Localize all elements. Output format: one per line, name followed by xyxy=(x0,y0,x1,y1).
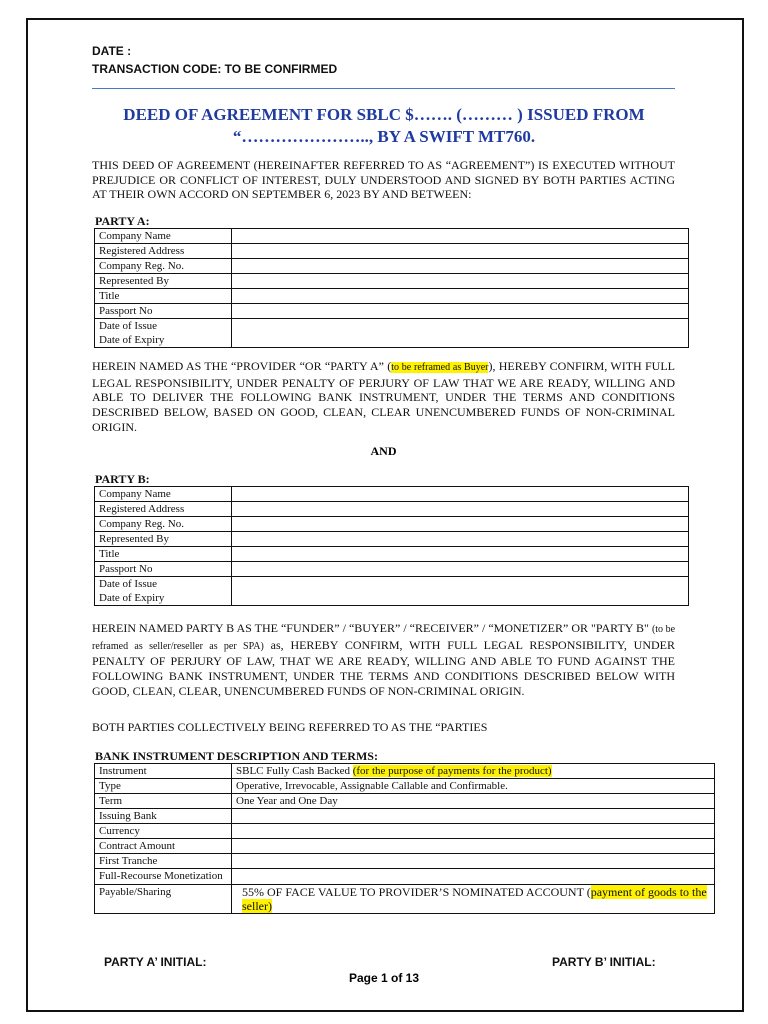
row-value xyxy=(232,289,689,304)
row-value xyxy=(232,764,715,779)
table-row xyxy=(95,839,715,854)
row-key: Represented By xyxy=(95,274,232,289)
row-key: Registered Address xyxy=(95,244,232,259)
party-b-label: PARTY B: xyxy=(95,472,150,486)
party-b-table xyxy=(94,486,689,606)
para-text: as, HEREBY CONFIRM, WITH FULL LEGAL RESPONSIBILITY, UNDER PENALTY OF PERJURY OF LAW, THAT WE ARE READY, WILLING AND ABLE TO FUND AGAINST THE FOLLOWING BANK INSTRUMENT, UNDER THE TERMS AND CONDITIONS DESCRIBED BELOW WITH GOOD, CLEAN, CLEAR, UNENCUMBERED FUNDS OF NON-CRIMINAL ORIGIN. xyxy=(92,637,675,698)
row-value xyxy=(232,577,689,606)
table-row xyxy=(95,562,689,577)
row-key: Passport No xyxy=(95,562,232,577)
party-b-paragraph xyxy=(92,621,675,699)
document-title xyxy=(92,104,676,148)
row-value xyxy=(232,229,689,244)
row-value: Operative, Irrevocable, Assignable Callable and Confirmable. xyxy=(232,779,715,794)
highlight-note: (for the purpose of payments for the product) xyxy=(352,765,552,777)
row-value xyxy=(232,562,689,577)
row-key: Date of Expiry xyxy=(99,592,165,604)
row-key: Term xyxy=(95,794,232,809)
row-key: Title xyxy=(95,289,232,304)
table-row xyxy=(95,274,689,289)
row-value-text: SBLC Fully Cash Backed xyxy=(236,765,353,777)
and-label: AND xyxy=(370,444,397,458)
table-row xyxy=(95,885,715,914)
table-row xyxy=(95,854,715,869)
para-text: HEREIN NAMED AS THE “PROVIDER “OR “PARTY A” ( xyxy=(92,359,392,373)
row-key: Issuing Bank xyxy=(95,809,232,824)
row-value xyxy=(232,259,689,274)
table-row xyxy=(95,304,689,319)
table-row xyxy=(95,547,689,562)
row-key: Full-Recourse Monetization xyxy=(95,869,232,885)
party-a-initial: PARTY A’ INITIAL: xyxy=(104,955,207,969)
para-text: HEREIN NAMED PARTY B AS THE “FUNDER” / “BUYER” / “RECEIVER” / “MONETIZER” OR "PARTY B" xyxy=(92,621,652,635)
row-key: Company Reg. No. xyxy=(95,517,232,532)
bank-terms-table xyxy=(94,763,715,914)
row-value xyxy=(232,502,689,517)
row-value xyxy=(232,532,689,547)
table-row xyxy=(95,244,689,259)
row-value xyxy=(232,869,715,885)
party-a-paragraph xyxy=(92,359,675,435)
row-value xyxy=(232,517,689,532)
row-value xyxy=(232,244,689,259)
reframe-note: (to be reframed as seller/reseller as per SPA) xyxy=(92,624,676,652)
table-row xyxy=(95,502,689,517)
row-key: Registered Address xyxy=(95,502,232,517)
title-line-2: “………………….., BY A SWIFT MT760. xyxy=(232,127,536,146)
row-key: Currency xyxy=(95,824,232,839)
row-key: Payable/Sharing xyxy=(95,885,232,914)
table-row xyxy=(95,517,689,532)
highlight-note: to be reframed as Buyer xyxy=(391,362,489,373)
table-row xyxy=(95,824,715,839)
row-key: Instrument xyxy=(95,764,232,779)
para-text: ), HEREBY CONFIRM, WITH FULL LEGAL RESPONSIBILITY, UNDER PENALTY OF PERJURY OF LAW THAT WE ARE READY, WILLING AND ABLE TO DELIVER THE FOLLOWING BANK INSTRUMENT, UNDER THE TERMS AND CONDITIONS DESCRIBED BELOW, BASED ON GOOD, CLEAN, CLEAR UNENCUMBERED FUNDS OF NON-CRIMINAL ORIGIN. xyxy=(92,359,675,434)
table-row xyxy=(95,259,689,274)
header-rule xyxy=(92,88,675,89)
row-value: One Year and One Day xyxy=(232,794,715,809)
party-a-label: PARTY A: xyxy=(95,214,150,228)
title-line-1: DEED OF AGREEMENT FOR SBLC $……. (……… ) ISSUED FROM xyxy=(123,105,645,124)
row-value xyxy=(232,274,689,289)
row-value-text: 55% OF FACE VALUE TO PROVIDER’S NOMINATED ACCOUNT ( xyxy=(242,885,591,899)
table-row xyxy=(95,487,689,502)
row-value xyxy=(232,487,689,502)
row-value xyxy=(232,304,689,319)
table-row xyxy=(95,764,715,779)
table-row xyxy=(95,319,689,348)
row-key: Date of Expiry xyxy=(99,334,165,346)
table-row xyxy=(95,809,715,824)
party-a-table xyxy=(94,228,689,348)
row-key: Company Reg. No. xyxy=(95,259,232,274)
row-key: Type xyxy=(95,779,232,794)
row-key: Date of Issue xyxy=(99,578,158,590)
bank-terms-label: BANK INSTRUMENT DESCRIPTION AND TERMS: xyxy=(95,749,378,763)
intro-paragraph: THIS DEED OF AGREEMENT (HEREINAFTER REFERRED TO AS “AGREEMENT”) IS EXECUTED WITHOUT PREJUDICE OR CONFLICT OF INTEREST, DULY UNDERSTOOD AND SIGNED BY BOTH PARTIES ACTING AT THEIR OWN ACCORD ON SEPTEMBER 6, 2023 BY AND BETWEEN: xyxy=(92,158,675,202)
row-key-pair xyxy=(95,319,232,348)
row-key: Title xyxy=(95,547,232,562)
date-label: DATE : xyxy=(92,44,132,58)
row-value xyxy=(232,809,715,824)
parties-line: BOTH PARTIES COLLECTIVELY BEING REFERRED TO AS THE “PARTIES xyxy=(92,720,488,734)
row-key: First Tranche xyxy=(95,854,232,869)
row-key: Company Name xyxy=(95,487,232,502)
row-key: Represented By xyxy=(95,532,232,547)
table-row xyxy=(95,779,715,794)
row-value xyxy=(232,824,715,839)
transaction-code: TRANSACTION CODE: TO BE CONFIRMED xyxy=(92,62,338,76)
highlight-note: payment of goods to the seller) xyxy=(242,885,707,913)
party-b-initial: PARTY B’ INITIAL: xyxy=(552,955,656,969)
table-row xyxy=(95,577,689,606)
table-row xyxy=(95,229,689,244)
row-key: Company Name xyxy=(95,229,232,244)
row-value xyxy=(232,854,715,869)
row-key: Date of Issue xyxy=(99,320,158,332)
row-key-pair xyxy=(95,577,232,606)
row-value xyxy=(232,547,689,562)
row-key: Passport No xyxy=(95,304,232,319)
row-value xyxy=(232,319,689,348)
row-value xyxy=(232,885,715,914)
row-key: Contract Amount xyxy=(95,839,232,854)
table-row xyxy=(95,532,689,547)
page-number: Page 1 of 13 xyxy=(348,971,420,985)
table-row xyxy=(95,869,715,885)
table-row xyxy=(95,289,689,304)
table-row xyxy=(95,794,715,809)
row-value xyxy=(232,839,715,854)
